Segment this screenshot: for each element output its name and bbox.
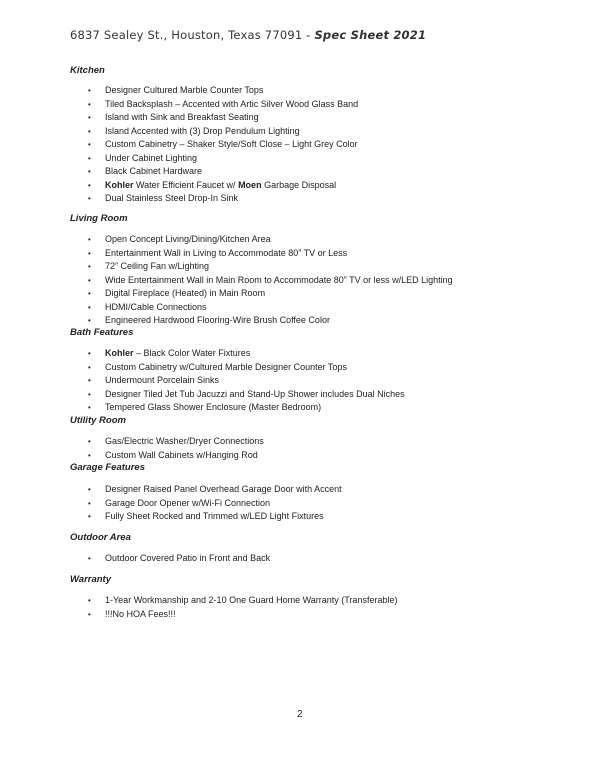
list-item (88, 347, 405, 361)
bullet-icon: • (88, 86, 91, 95)
bullet-icon: • (88, 153, 91, 163)
warranty-list (88, 594, 397, 621)
list-item (88, 152, 358, 166)
list-item-text: Custom Cabinetry w/Cultured Marble Designer Counter Tops (105, 361, 347, 372)
list-item-text: Designer Raised Panel Overhead Garage Door with Accent (105, 484, 342, 494)
bullet-icon: • (88, 554, 91, 563)
list-item-text: !!!No HOA Fees!!! (105, 608, 176, 619)
page-number: 2 (297, 709, 303, 720)
bullet-icon: • (88, 235, 91, 244)
list-item (88, 138, 358, 152)
bullet-icon: • (88, 289, 91, 298)
list-item-text: Island with Sink and Breakfast Seating (105, 112, 259, 122)
bullet-icon: • (88, 262, 91, 271)
living-room-list (88, 233, 453, 328)
utility-room-list (88, 435, 264, 462)
bullet-icon: • (88, 180, 91, 190)
list-item (88, 274, 453, 288)
list-item (88, 233, 453, 247)
section-title-bath-features: Bath Features (70, 327, 134, 338)
list-item (88, 449, 264, 463)
bullet-icon: • (88, 349, 91, 358)
list-item-text: Island Accented with (3) Drop Pendulum Lighting (105, 125, 300, 136)
brand-name: Moen (238, 179, 262, 190)
brand-name: Kohler (105, 348, 134, 358)
list-item-text: Wide Entertainment Wall in Main Room to Accommodate 80” TV or less w/LED Lighting (105, 274, 453, 285)
list-item-text: Digital Fireplace (Heated) in Main Room (105, 288, 266, 298)
list-item-text: Open Concept Living/Dining/Kitchen Area (105, 234, 271, 244)
bullet-icon: • (88, 248, 91, 258)
list-item-text: Black Cabinet Hardware (105, 166, 203, 176)
list-item-text: Custom Wall Cabinets w/Hanging Rod (105, 449, 258, 460)
section-title-warranty: Warranty (70, 574, 112, 585)
bullet-icon: • (88, 316, 91, 325)
list-item (88, 84, 358, 98)
bullet-icon: • (88, 403, 91, 412)
bullet-icon: • (88, 126, 91, 136)
list-item (88, 497, 342, 511)
list-item (88, 165, 358, 179)
bullet-icon: • (88, 596, 91, 605)
section-title-utility-room: Utility Room (70, 415, 126, 426)
list-item-text: HDMI/Cable Connections (105, 301, 207, 312)
bullet-icon: • (88, 450, 91, 460)
bullet-icon: • (88, 302, 91, 312)
list-item (88, 435, 264, 449)
list-item (88, 361, 405, 375)
list-item-text: Garbage Disposal (261, 179, 337, 190)
list-item (88, 260, 453, 274)
list-item (88, 374, 405, 388)
list-item-text: Under Cabinet Lighting (105, 152, 198, 163)
list-item-text: Water Efficient Faucet w/ (133, 179, 239, 190)
header-spec-title: Spec Sheet 2021 (314, 28, 427, 42)
bullet-icon: • (88, 512, 91, 521)
list-item-text: Designer Tiled Jet Tub Jacuzzi and Stand-Up Shower includes Dual Niches (105, 388, 405, 399)
list-item (88, 314, 453, 328)
list-item-text: Entertainment Wall in Living to Accommodate 80” TV or Less (105, 247, 348, 258)
list-item-text: Fully Sheet Rocked and Trimmed w/LED Light Fixtures (105, 511, 324, 521)
list-item (88, 287, 453, 301)
bullet-icon: • (88, 376, 91, 385)
brand-name: Kohler (105, 179, 134, 190)
list-item-text: Designer Cultured Marble Counter Tops (105, 85, 264, 95)
bullet-icon: • (88, 389, 91, 399)
garage-features-list (88, 483, 342, 524)
list-item (88, 594, 397, 608)
list-item (88, 401, 405, 415)
bullet-icon: • (88, 275, 91, 285)
section-title-outdoor-area: Outdoor Area (70, 532, 131, 543)
bullet-icon: • (88, 99, 91, 109)
list-item (88, 247, 453, 261)
list-item-text: 72” Ceiling Fan w/Lighting (105, 261, 210, 271)
bullet-icon: • (88, 167, 91, 176)
kitchen-list (88, 84, 358, 206)
list-item-text: Tempered Glass Shower Enclosure (Master Bedroom) (105, 402, 322, 412)
bullet-icon: • (88, 437, 91, 446)
list-item (88, 125, 358, 139)
list-item (88, 388, 405, 402)
list-item (88, 192, 358, 206)
bullet-icon: • (88, 113, 91, 122)
bath-features-list (88, 347, 405, 415)
bullet-icon: • (88, 140, 91, 149)
list-item (88, 98, 358, 112)
list-item (88, 552, 270, 566)
bullet-icon: • (88, 609, 91, 619)
list-item (88, 510, 342, 524)
list-item-text: Undermount Porcelain Sinks (105, 375, 220, 385)
outdoor-area-list (88, 552, 270, 566)
list-item-text: 1-Year Workmanship and 2-10 One Guard Home Warranty (Transferable) (105, 595, 398, 605)
list-item-text: – Black Color Water Fixtures (133, 348, 251, 358)
header-address: 6837 Sealey St., Houston, Texas 77091 - (70, 28, 315, 42)
list-item (88, 111, 358, 125)
list-item (88, 483, 342, 497)
list-item (88, 179, 358, 193)
bullet-icon: • (88, 498, 91, 508)
bullet-icon: • (88, 194, 91, 203)
section-title-garage-features: Garage Features (70, 462, 145, 473)
list-item-text: Garage Door Opener w/Wi-Fi Connection (105, 497, 271, 508)
list-item-text: Outdoor Covered Patio in Front and Back (105, 553, 271, 563)
list-item-text: Tiled Backsplash – Accented with Artic Silver Wood Glass Band (105, 98, 359, 109)
bullet-icon: • (88, 485, 91, 494)
list-item-text: Engineered Hardwood Flooring-Wire Brush Coffee Color (105, 315, 330, 325)
page-header (70, 28, 426, 42)
list-item-text: Custom Cabinetry – Shaker Style/Soft Close – Light Grey Color (105, 139, 358, 149)
list-item-text: Dual Stainless Steel Drop-In Sink (105, 193, 239, 203)
bullet-icon: • (88, 362, 91, 372)
list-item (88, 608, 397, 622)
section-title-living-room: Living Room (70, 213, 128, 224)
list-item (88, 301, 453, 315)
section-title-kitchen: Kitchen (70, 65, 105, 76)
list-item-text: Gas/Electric Washer/Dryer Connections (105, 436, 264, 446)
